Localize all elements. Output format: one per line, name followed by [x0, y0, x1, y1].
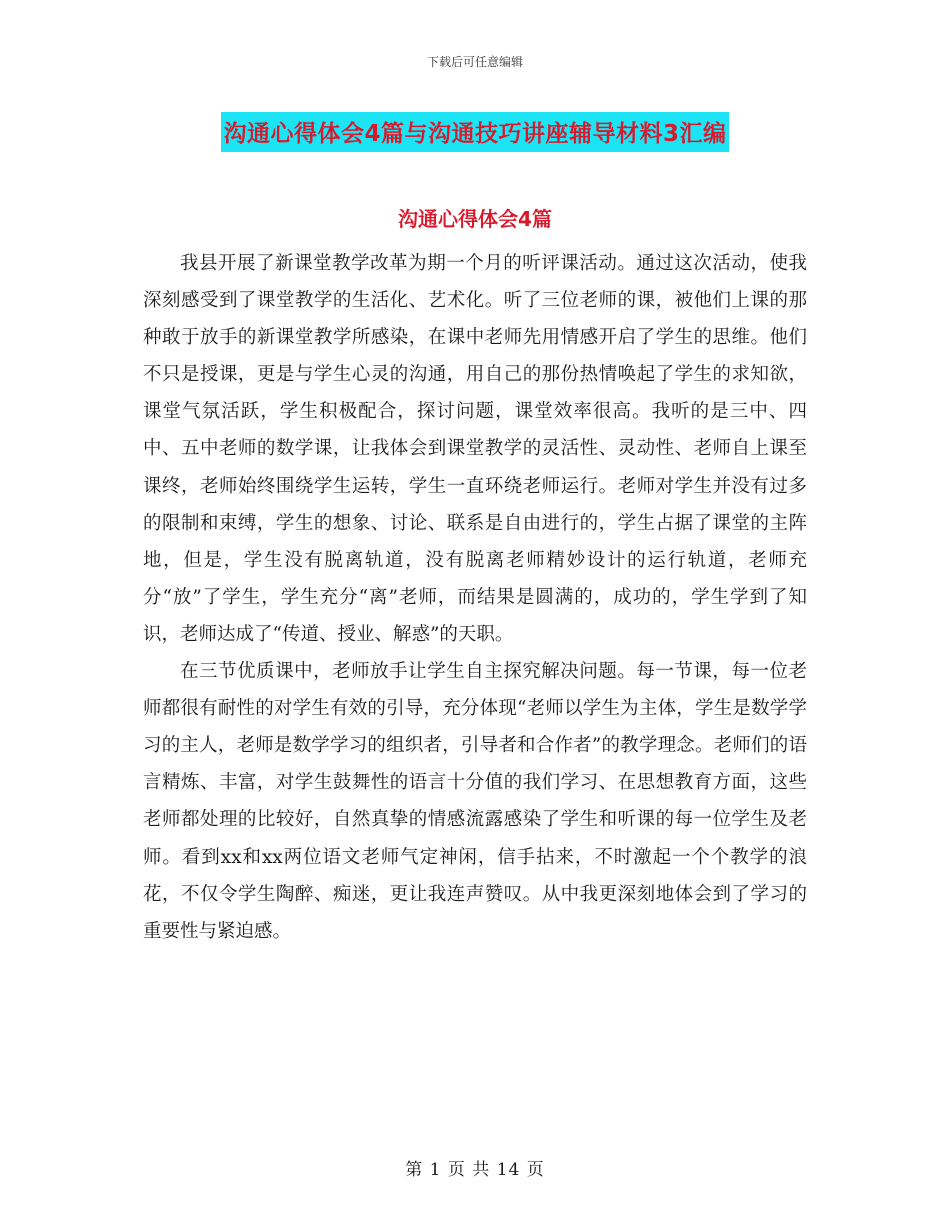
document-body: [143, 245, 807, 950]
page-number: 第 1 页 共 14 页: [405, 1160, 545, 1180]
document-title: 沟通心得体会4篇与沟通技巧讲座辅导材料3汇编: [221, 112, 728, 152]
paragraph-1: 我县开展了新课堂教学改革为期一个月的听评课活动。通过这次活动，使我深刻感受到了课堂教学的生活化、艺术化。听了三位老师的课，被他们上课的那种敢于放手的新课堂教学所感染，在课中老师先用情感开启了学生的思维。他们不只是授课，更是与学生心灵的沟通，用自己的那份热情唤起了学生的求知欲，课堂气氛活跃，学生积极配合，探讨问题，课堂效率很高。我听的是三中、四中、五中老师的数学课，让我体会到课堂教学的灵活性、灵动性、老师自上课至课终，老师始终围绕学生运转，学生一直环绕老师运行。老师对学生并没有过多的限制和束缚，学生的想象、讨论、联系是自由进行的，学生占据了课堂的主阵地，但是，学生没有脱离轨道，没有脱离老师精妙设计的运行轨道，老师充分“放”了学生，学生充分“离”老师，而结果是圆满的，成功的，学生学到了知识，老师达成了“传道、授业、解惑”的天职。: [143, 253, 807, 645]
document-title-container: [0, 112, 950, 152]
paragraph-2: 在三节优质课中，老师放手让学生自主探究解决问题。每一节课，每一位老师都很有耐性的对学生有效的引导，充分体现“老师以学生为主体，学生是数学学习的主人，老师是数学学习的组织者，引导者和合作者”的教学理念。老师们的语言精炼、丰富，对学生鼓舞性的语言十分值的我们学习、在思想教育方面，这些老师都处理的比较好，自然真挚的情感流露感染了学生和听课的每一位学生及老师。看到xx和xx两位语文老师气定神闲，信手拈来，不时激起一个个教学的浪花，不仅令学生陶醉、痴迷，更让我连声赞叹。从中我更深刻地体会到了学习的重要性与紧迫感。: [143, 661, 807, 942]
page-header-note: 下载后可任意编辑: [426, 55, 523, 69]
section-title: 沟通心得体会4篇: [398, 207, 552, 231]
